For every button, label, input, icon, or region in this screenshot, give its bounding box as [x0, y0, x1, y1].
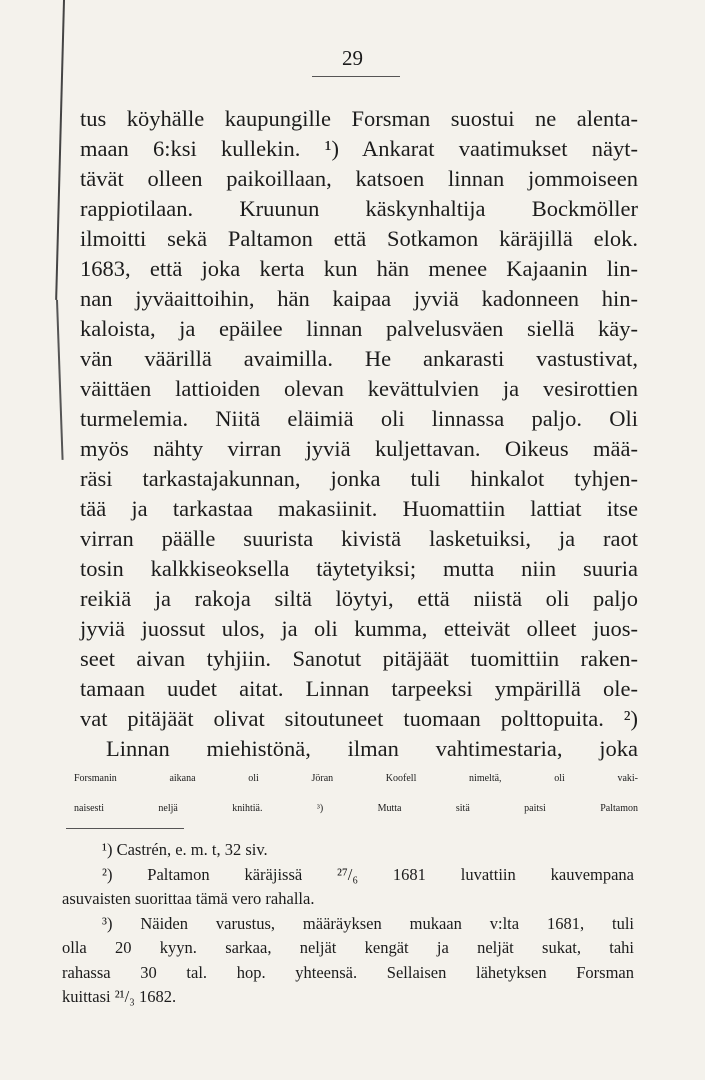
page-number: 29: [342, 46, 363, 70]
body-line: tus köyhälle kaupungille Forsman suostui ne alenta-: [80, 106, 638, 131]
body-line: tosin kalkkiseoksella täytetyiksi; mutta niin suuria: [80, 556, 638, 581]
body-line: Linnan miehistönä, ilman vahtimestaria, joka: [106, 736, 638, 761]
footnote-line: asuvaisten suorittaa tämä vero rahalla.: [62, 889, 315, 908]
margin-pencil-line-lower: [56, 300, 64, 460]
margin-pencil-line: [55, 0, 65, 300]
footnote-line: olla 20 kyyn. sarkaa, neljät kengät ja neljät sukat, tahi: [62, 938, 634, 957]
body-line: kaloista, ja epäilee linnan palvelusväen siellä käy-: [80, 316, 638, 341]
body-line: tää ja tarkastaa makasiinit. Huomattiin lattiat itse: [80, 496, 638, 521]
body-line: vat pitäjäät olivat sitoutuneet tuomaan polttopuita. ²): [80, 706, 638, 731]
body-line: virran päälle suurista kivistä lasketuiksi, ja raot: [80, 526, 638, 551]
body-line: naisesti neljä knihtiä. ³) Mutta sitä paitsi Paltamon: [74, 803, 638, 814]
body-line: tävät olleen paikoillaan, katsoen linnan jommoiseen: [80, 166, 638, 191]
footnotes: [62, 838, 634, 1010]
footnote-line: ¹) Castrén, e. m. t, 32 siv.: [102, 840, 268, 859]
body-line: Forsmanin aikana oli Jöran Koofell nimeltä, oli vaki-: [74, 773, 638, 784]
body-line: 1683, että joka kerta kun hän menee Kajaanin lin-: [80, 256, 638, 281]
body-line: vän väärillä avaimilla. He ankarasti vastustivat,: [80, 346, 638, 371]
body-line: myös nähty virran jyviä kuljettavan. Oikeus mää-: [80, 436, 638, 461]
body-line: väittäen lattioiden olevan kevättulvien ja vesirottien: [80, 376, 638, 401]
footnote-line: kuittasi ²¹/₃ 1682.: [62, 987, 177, 1006]
body-line: nan jyväaittoihin, hän kaipaa jyviä kadonneen hin-: [80, 286, 638, 311]
body-line: ilmoitti sekä Paltamon että Sotkamon käräjillä elok.: [80, 226, 638, 251]
footnote-rule: [66, 828, 184, 829]
page-number-rule: [312, 76, 400, 77]
footnote-line: ³) Näiden varustus, määräyksen mukaan v:lta 1681, tuli: [102, 913, 634, 933]
body-line: maan 6:ksi kullekin. ¹) Ankarat vaatimukset näyt-: [80, 136, 638, 161]
footnote-line: ²) Paltamon käräjissä ²⁷/₆ 1681 luvattiin kauvempana: [102, 864, 634, 884]
body-line: tamaan uudet aitat. Linnan tarpeeksi ympärillä ole-: [80, 676, 638, 701]
body-line: turmelemia. Niitä eläimiä oli linnassa paljo. Oli: [80, 406, 638, 431]
body-line: reikiä ja rakoja siltä löytyi, että niistä oli paljo: [80, 586, 638, 611]
body-line: jyviä juossut ulos, ja oli kumma, etteivät olleet juos-: [80, 616, 638, 641]
body-text: [74, 104, 638, 824]
body-line: räsi tarkastajakunnan, jonka tuli hinkalot tyhjen-: [80, 466, 638, 491]
body-line: rappiotilaan. Kruunun käskynhaltija Bockmöller: [80, 196, 638, 221]
body-line: seet aivan tyhjiin. Sanotut pitäjäät tuomittiin raken-: [80, 646, 638, 671]
footnote-line: rahassa 30 tal. hop. yhteensä. Sellaisen lähetyksen Forsman: [62, 962, 634, 982]
